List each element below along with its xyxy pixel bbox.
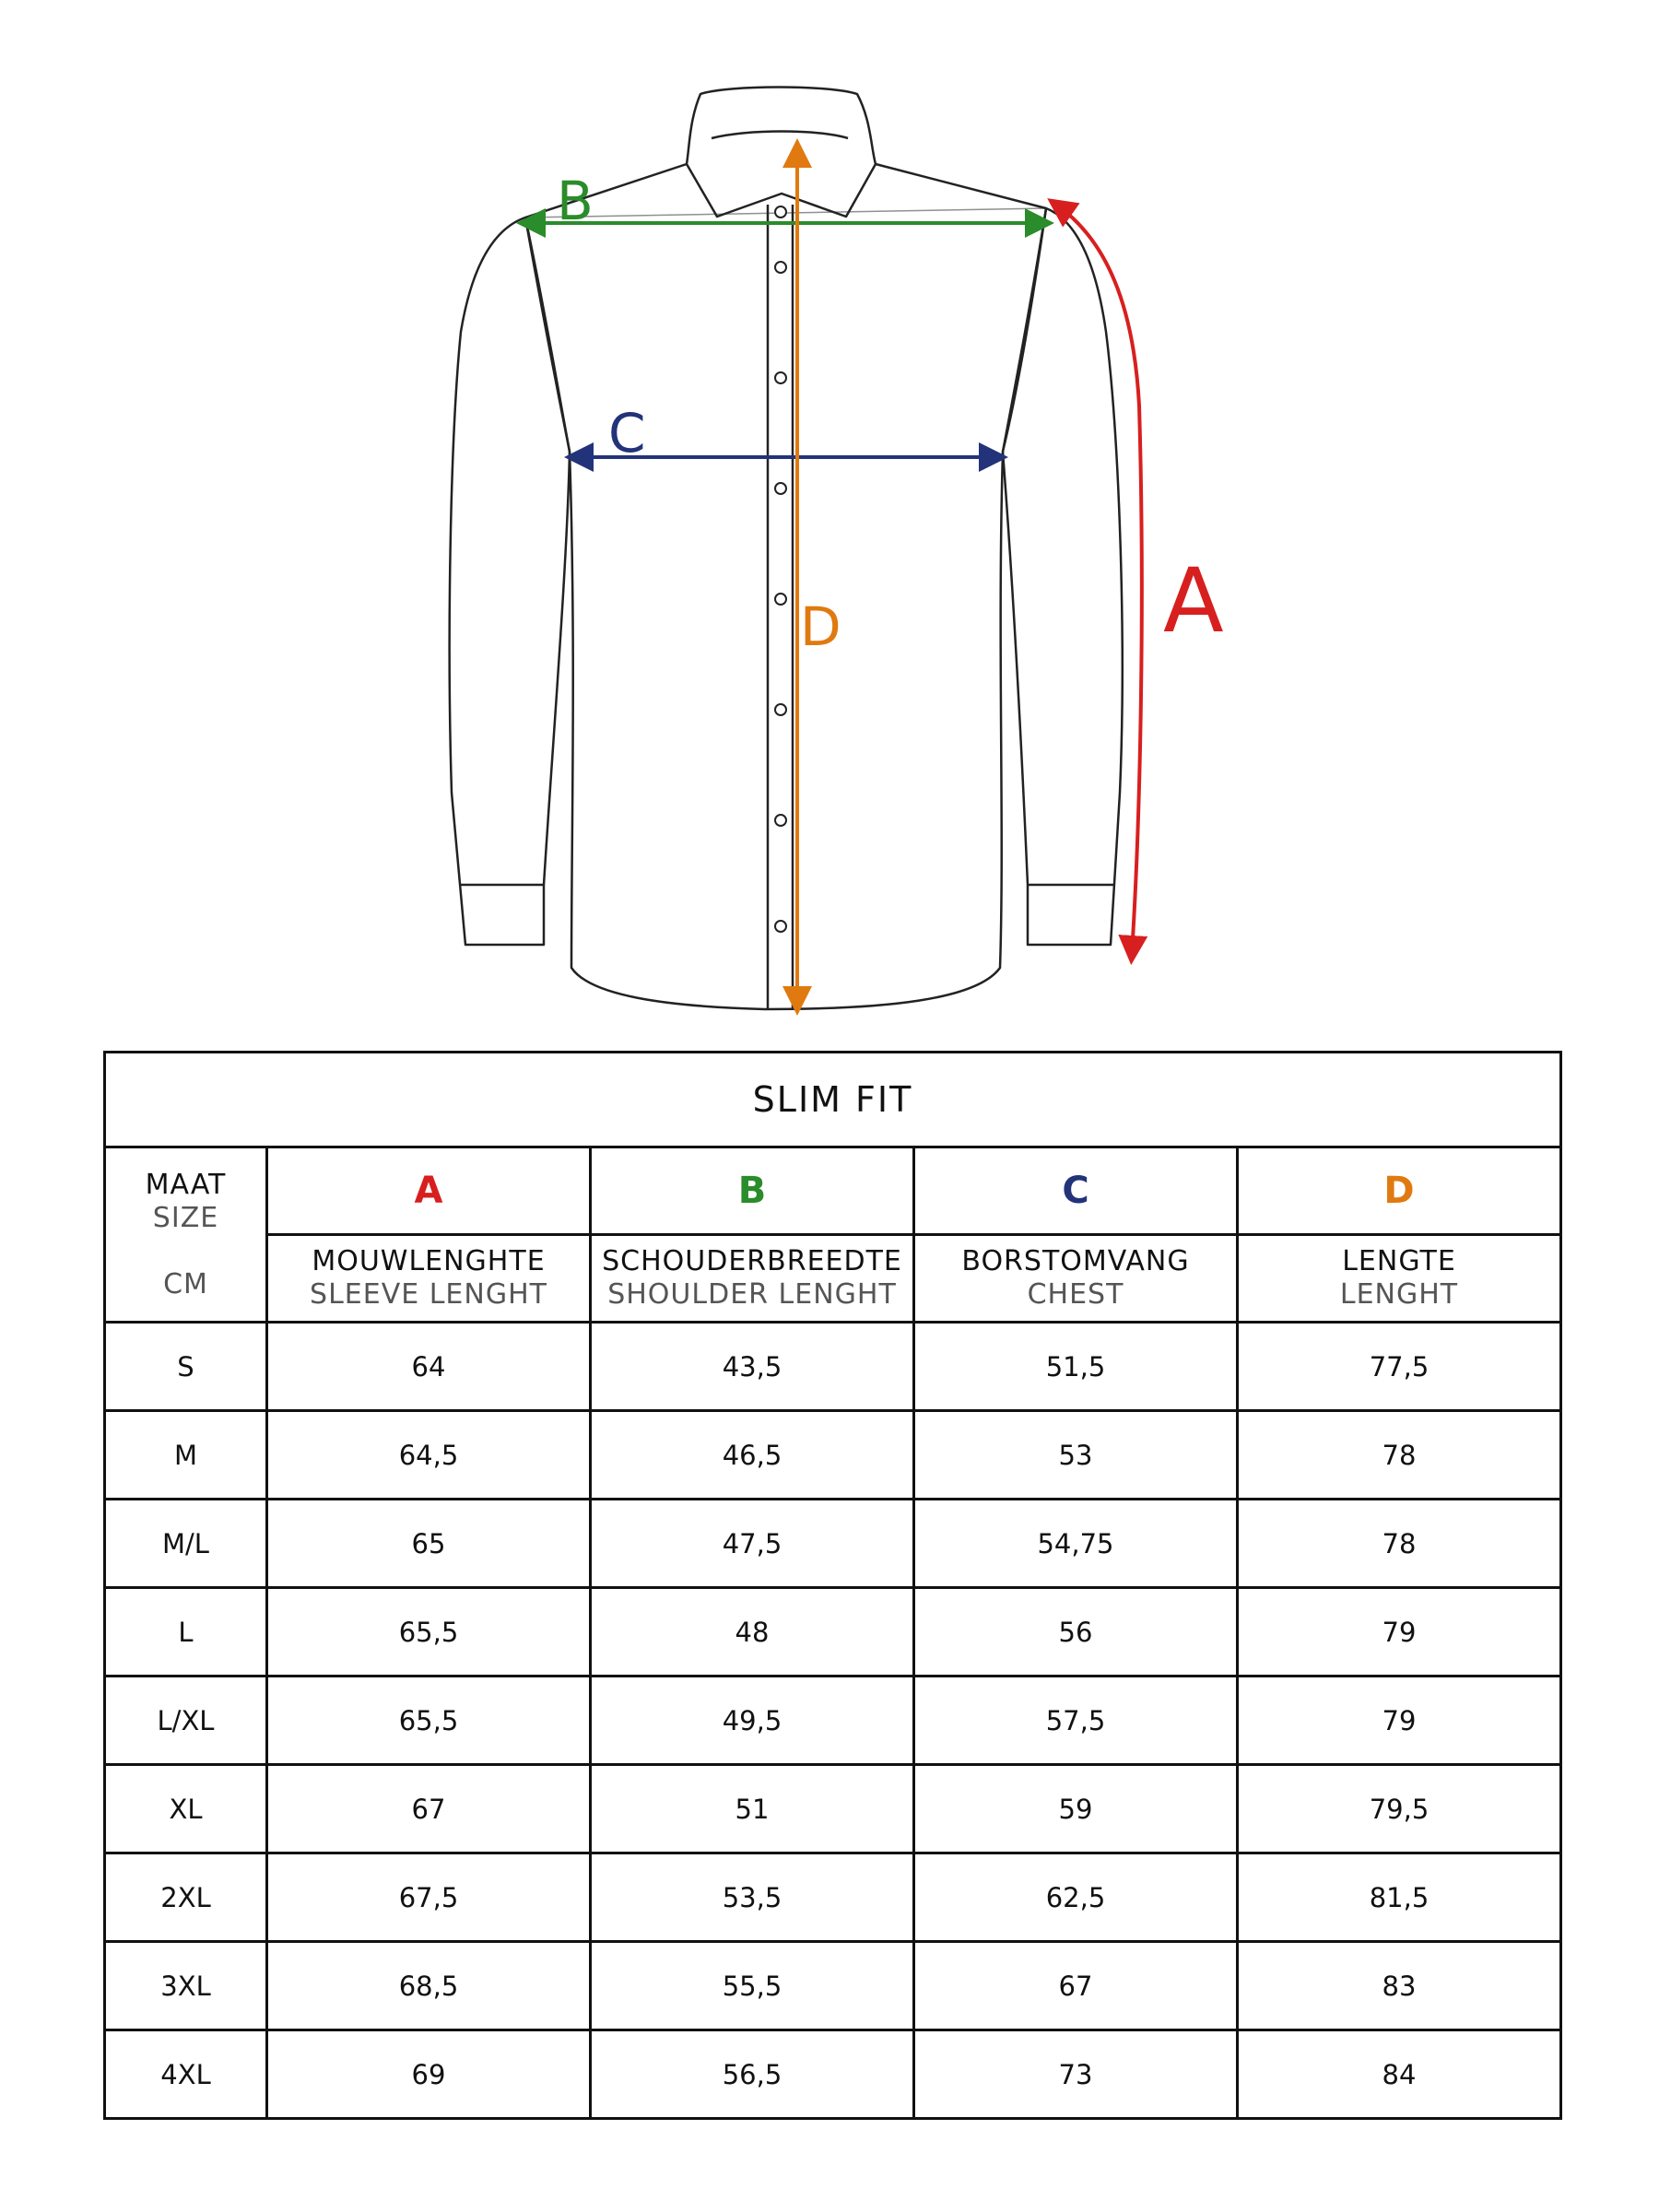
column-label-a — [267, 1235, 591, 1323]
measure-label-a: A — [1163, 549, 1224, 653]
measure-arrow-a — [1056, 205, 1142, 954]
size-header-line2: SIZE — [152, 1201, 219, 1234]
letter-row — [105, 1147, 1561, 1235]
button-icon — [775, 262, 786, 273]
value-cell: 47,5 — [591, 1500, 914, 1588]
column-label-c — [914, 1235, 1238, 1323]
column-label-d — [1238, 1235, 1561, 1323]
value-cell: 53 — [914, 1411, 1238, 1500]
value-cell: 67 — [914, 1942, 1238, 2030]
button-icon — [775, 594, 786, 605]
value-cell: 43,5 — [591, 1323, 914, 1411]
shirt-outline — [450, 88, 1123, 1010]
column-label-nl: SCHOUDERBREEDTE — [602, 1245, 902, 1277]
size-cell: M/L — [105, 1500, 267, 1588]
column-label-nl: LENGTE — [1342, 1245, 1456, 1277]
column-label-b — [591, 1235, 914, 1323]
value-cell: 79 — [1238, 1677, 1561, 1765]
size-cell: S — [105, 1323, 267, 1411]
value-cell: 77,5 — [1238, 1323, 1561, 1411]
value-cell: 79,5 — [1238, 1765, 1561, 1853]
size-cell: XL — [105, 1765, 267, 1853]
size-header-line1: MAAT — [145, 1168, 227, 1201]
table-title: SLIM FIT — [105, 1053, 1561, 1147]
size-header-cell — [105, 1147, 267, 1323]
column-label-en: SHOULDER LENGHT — [607, 1278, 897, 1311]
table-title-row — [105, 1053, 1561, 1147]
value-cell: 64,5 — [267, 1411, 591, 1500]
value-cell: 51,5 — [914, 1323, 1238, 1411]
measure-label-b: B — [557, 170, 594, 232]
size-cell: 4XL — [105, 2030, 267, 2119]
button-icon — [775, 206, 786, 218]
value-cell: 54,75 — [914, 1500, 1238, 1588]
column-letter-b: B — [591, 1147, 914, 1235]
column-letter-d: D — [1238, 1147, 1561, 1235]
size-chart-table — [103, 1051, 1562, 2120]
value-cell: 62,5 — [914, 1853, 1238, 1942]
value-cell: 53,5 — [591, 1853, 914, 1942]
value-cell: 79 — [1238, 1588, 1561, 1677]
column-label-en: CHEST — [1027, 1278, 1124, 1311]
size-cell: L — [105, 1588, 267, 1677]
button-icon — [775, 483, 786, 494]
value-cell: 48 — [591, 1588, 914, 1677]
size-cell: M — [105, 1411, 267, 1500]
value-cell: 64 — [267, 1323, 591, 1411]
size-cell: 3XL — [105, 1942, 267, 2030]
value-cell: 67,5 — [267, 1853, 591, 1942]
table-row — [105, 1323, 1561, 1411]
size-header-unit: CM — [163, 1267, 208, 1300]
column-letter-a: A — [267, 1147, 591, 1235]
value-cell: 56,5 — [591, 2030, 914, 2119]
value-cell: 65,5 — [267, 1677, 591, 1765]
column-label-nl: BORSTOMVANG — [961, 1245, 1190, 1277]
table-row — [105, 1588, 1561, 1677]
value-cell: 46,5 — [591, 1411, 914, 1500]
value-cell: 78 — [1238, 1411, 1561, 1500]
measure-label-d: D — [800, 595, 841, 658]
table-row — [105, 2030, 1561, 2119]
value-cell: 51 — [591, 1765, 914, 1853]
value-cell: 65 — [267, 1500, 591, 1588]
value-cell: 49,5 — [591, 1677, 914, 1765]
table-row — [105, 1853, 1561, 1942]
shirt-buttons — [775, 206, 786, 932]
label-row — [105, 1235, 1561, 1323]
button-icon — [775, 704, 786, 715]
value-cell: 81,5 — [1238, 1853, 1561, 1942]
table-row — [105, 1411, 1561, 1500]
column-label-en: SLEEVE LENGHT — [310, 1278, 547, 1311]
button-icon — [775, 921, 786, 932]
value-cell: 56 — [914, 1588, 1238, 1677]
table-row — [105, 1500, 1561, 1588]
size-cell: 2XL — [105, 1853, 267, 1942]
column-label-en: LENGHT — [1339, 1278, 1459, 1311]
measure-label-c: C — [608, 402, 646, 465]
value-cell: 57,5 — [914, 1677, 1238, 1765]
button-icon — [775, 815, 786, 826]
size-cell: L/XL — [105, 1677, 267, 1765]
value-cell: 78 — [1238, 1500, 1561, 1588]
table-row — [105, 1942, 1561, 2030]
value-cell: 83 — [1238, 1942, 1561, 2030]
value-cell: 67 — [267, 1765, 591, 1853]
value-cell: 69 — [267, 2030, 591, 2119]
value-cell: 55,5 — [591, 1942, 914, 2030]
value-cell: 84 — [1238, 2030, 1561, 2119]
shirt-measurement-diagram — [0, 0, 1659, 1023]
value-cell: 59 — [914, 1765, 1238, 1853]
button-icon — [775, 372, 786, 383]
column-label-nl: MOUWLENGHTE — [312, 1245, 546, 1277]
column-letter-c: C — [914, 1147, 1238, 1235]
table-row — [105, 1677, 1561, 1765]
value-cell: 68,5 — [267, 1942, 591, 2030]
table-row — [105, 1765, 1561, 1853]
value-cell: 65,5 — [267, 1588, 591, 1677]
value-cell: 73 — [914, 2030, 1238, 2119]
